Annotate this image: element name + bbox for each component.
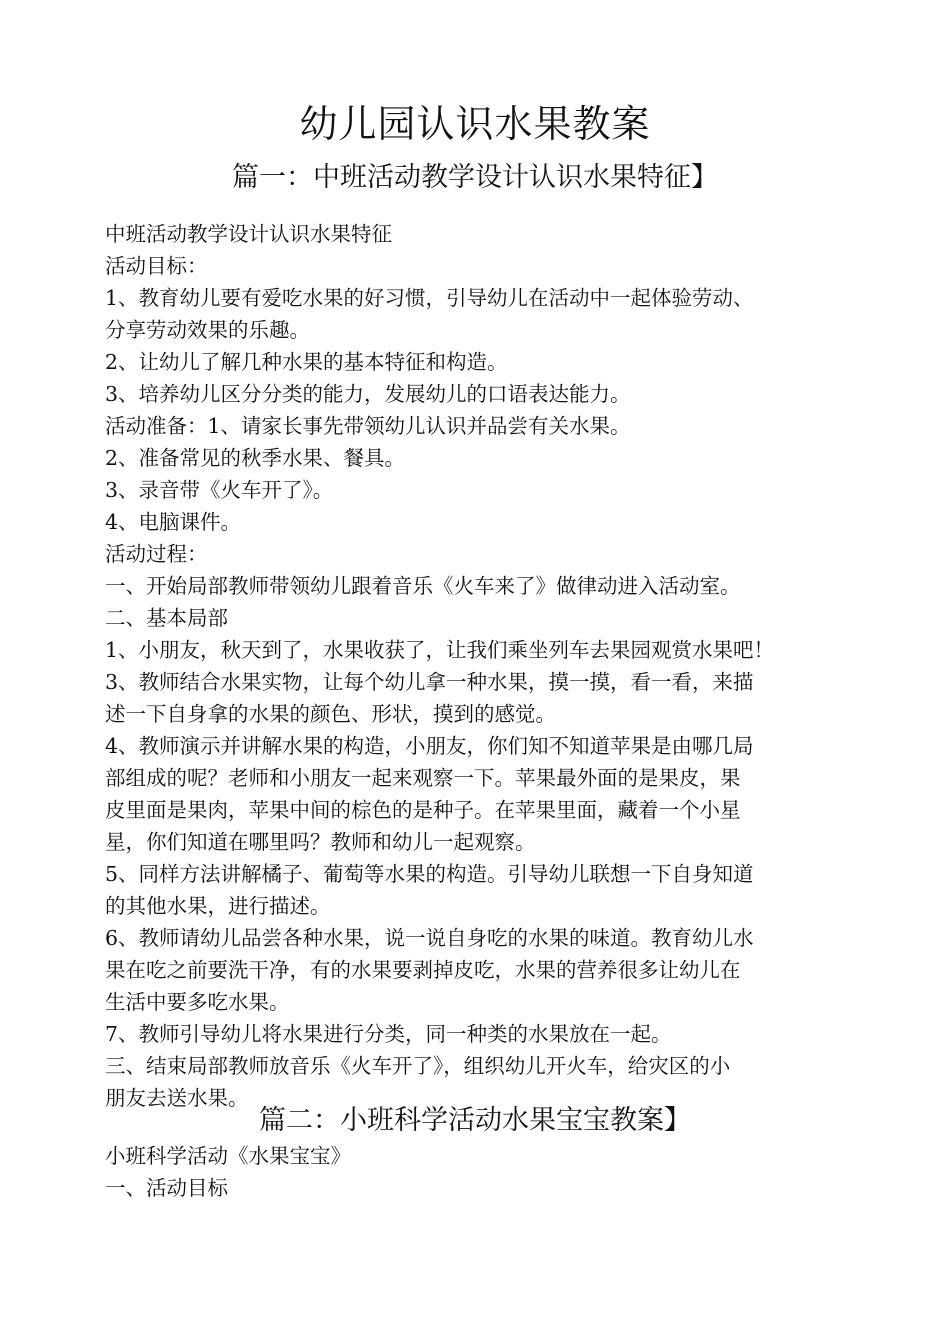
paragraph-line: 4、电脑课件。 <box>105 510 242 534</box>
paragraph-line: 二、基本局部 <box>105 606 228 630</box>
paragraph-line: 部组成的呢？老师和小朋友一起来观察一下。苹果最外面的是果皮，果 <box>105 766 741 790</box>
section-2-body <box>105 1140 865 1204</box>
paragraph-line: 3、教师结合水果实物，让每个幼儿拿一种水果，摸一摸，看一看，来描 <box>105 670 754 694</box>
paragraph-line: 中班活动教学设计认识水果特征 <box>105 222 392 246</box>
section-1-body <box>105 218 865 1114</box>
section-1-heading: 篇一：中班活动教学设计认识水果特征】 <box>232 162 718 193</box>
paragraph-line: 1、教育幼儿要有爱吃水果的好习惯，引导幼儿在活动中一起体验劳动、 <box>105 286 754 310</box>
document-title: 幼儿园认识水果教案 <box>299 102 651 146</box>
paragraph-line: 的其他水果，进行描述。 <box>105 894 331 918</box>
section-2-heading: 篇二：小班科学活动水果宝宝教案】 <box>259 1105 691 1136</box>
paragraph-line: 分享劳动效果的乐趣。 <box>105 318 310 342</box>
paragraph-line: 活动目标： <box>105 254 208 278</box>
paragraph-line: 4、教师演示并讲解水果的构造，小朋友，你们知不知道苹果是由哪几局 <box>105 734 754 758</box>
paragraph-line: 皮里面是果肉，苹果中间的棕色的是种子。在苹果里面，藏着一个小星 <box>105 798 741 822</box>
paragraph-line: 2、让幼儿了解几种水果的基本特征和构造。 <box>105 350 508 374</box>
paragraph-line: 3、录音带《火车开了》。 <box>105 478 334 502</box>
paragraph-line: 1、小朋友，秋天到了，水果收获了，让我们乘坐列车去果园观赏水果吧！ <box>105 638 775 662</box>
paragraph-line: 5、同样方法讲解橘子、葡萄等水果的构造。引导幼儿联想一下自身知道 <box>105 862 754 886</box>
paragraph-line: 活动过程： <box>105 542 208 566</box>
paragraph-line: 3、培养幼儿区分分类的能力，发展幼儿的口语表达能力。 <box>105 382 631 406</box>
paragraph-line: 果在吃之前要洗干净，有的水果要剥掉皮吃，水果的营养很多让幼儿在 <box>105 958 741 982</box>
paragraph-line: 小班科学活动《水果宝宝》 <box>105 1144 351 1168</box>
paragraph-line: 7、教师引导幼儿将水果进行分类，同一种类的水果放在一起。 <box>105 1022 672 1046</box>
paragraph-line: 三、结束局部教师放音乐《火车开了》，组织幼儿开火车，给灾区的小 <box>105 1054 731 1078</box>
paragraph-line: 一、活动目标 <box>105 1176 228 1200</box>
paragraph-line: 2、准备常见的秋季水果、餐具。 <box>105 446 406 470</box>
paragraph-line: 述一下自身拿的水果的颜色、形状，摸到的感觉。 <box>105 702 556 726</box>
paragraph-line: 朋友去送水果。 <box>105 1086 249 1110</box>
paragraph-line: 一、开始局部教师带领幼儿跟着音乐《火车来了》做律动进入活动室。 <box>105 574 741 598</box>
paragraph-line: 6、教师请幼儿品尝各种水果，说一说自身吃的水果的味道。教育幼儿水 <box>105 926 754 950</box>
paragraph-line: 生活中要多吃水果。 <box>105 990 290 1014</box>
paragraph-line: 星，你们知道在哪里吗？教师和幼儿一起观察。 <box>105 830 536 854</box>
paragraph-line: 活动准备：1、请家长事先带领幼儿认识并品尝有关水果。 <box>105 414 631 438</box>
